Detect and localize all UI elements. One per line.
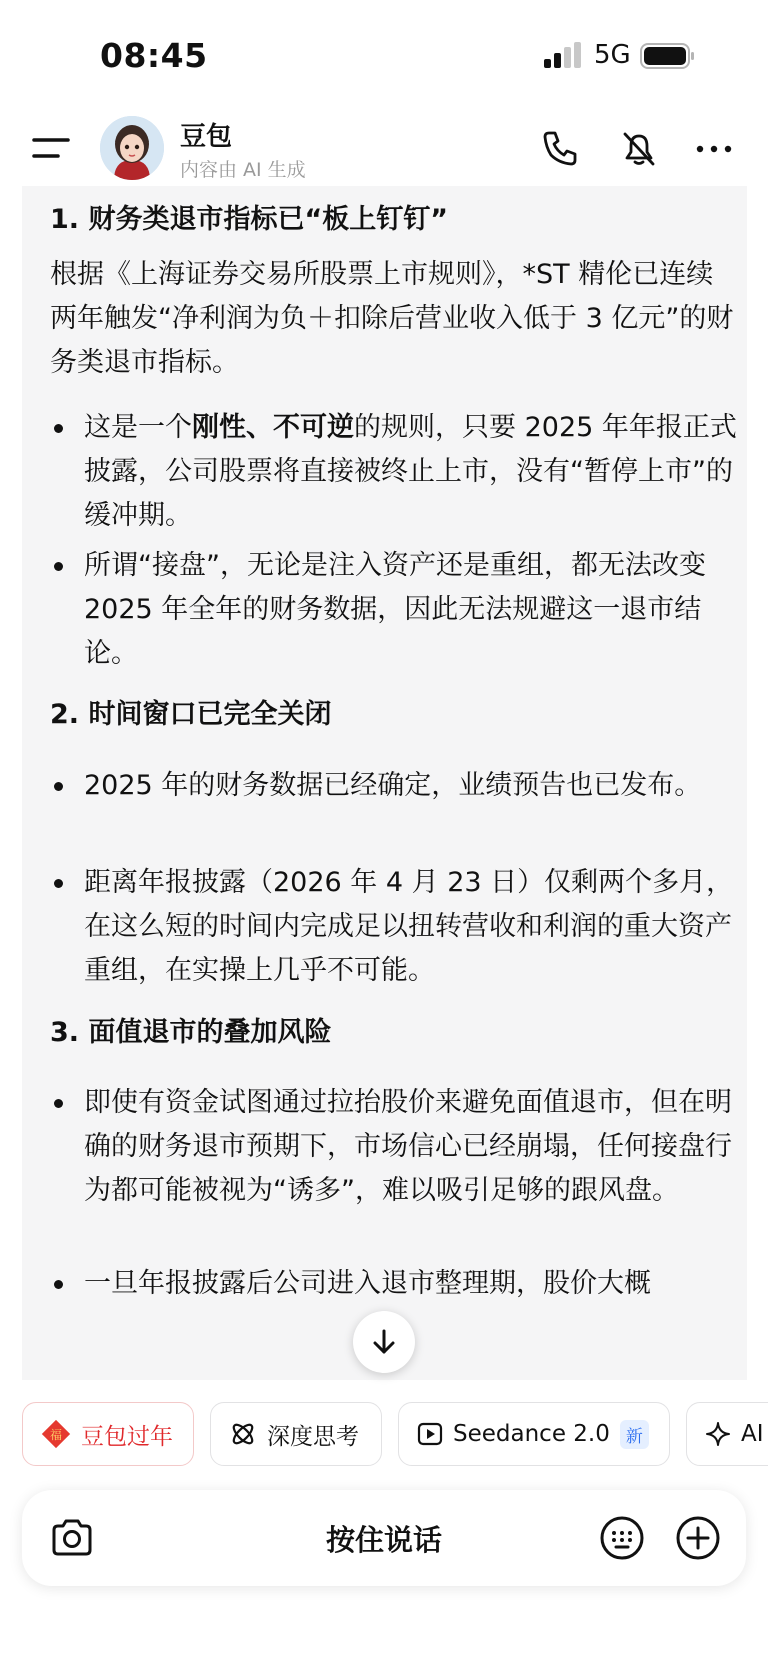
avatar-image-icon (100, 116, 164, 180)
bot-name: 豆包 (180, 122, 233, 152)
suggestion-chips (0, 1402, 768, 1468)
chip-ai[interactable] (686, 1402, 768, 1466)
status-bar (0, 0, 768, 110)
section-title-2: 2. 时间窗口已完全关闭 (50, 699, 332, 730)
list-item-text: 距离年报披露（2026 年 4 月 23 日）仅剩两个多月，在这么短的时间内完成足以扭转营收和利润的重大资产重组，在实操上几乎不可能。 (84, 867, 734, 986)
atom-icon (229, 1420, 257, 1448)
chip-label: 豆包过年 (81, 1423, 173, 1450)
arrow-down-icon (369, 1327, 399, 1357)
section-title-3: 3. 面值退市的叠加风险 (50, 1017, 332, 1048)
bot-subtitle: 内容由 AI 生成 (180, 159, 306, 181)
network-label: 5G (594, 40, 631, 70)
speaker-mute-icon[interactable] (618, 128, 660, 170)
battery-icon (640, 42, 696, 70)
chip-label: AI (741, 1421, 764, 1447)
chip-doubao-new-year[interactable] (22, 1402, 194, 1466)
scroll-down-button[interactable] (353, 1311, 415, 1373)
status-time: 08:45 (100, 36, 208, 75)
signal-icon (544, 42, 584, 70)
plus-icon[interactable] (674, 1514, 722, 1562)
message-content (22, 186, 747, 1380)
bullet-icon (54, 1280, 63, 1289)
section1-paragraph: 根据《上海证券交易所股票上市规则》，*ST 精伦已连续两年触发“净利润为负＋扣除后营业收入低于 3 亿元”的财务类退市指标。 (50, 259, 734, 378)
list-item-text: 这是一个刚性、不可逆的规则，只要 2025 年年报正式披露，公司股票将直接被终止上市，没有“暂停上市”的缓冲期。 (84, 412, 737, 531)
chip-label: 深度思考 (267, 1423, 359, 1450)
sparkle-icon (705, 1421, 731, 1447)
chip-label: Seedance 2.0 (453, 1421, 610, 1447)
avatar[interactable] (100, 116, 164, 180)
menu-icon[interactable] (30, 130, 72, 166)
list-item-text: 一旦年报披露后公司进入退市整理期，股价大概 (84, 1268, 651, 1299)
bullet-icon (54, 879, 63, 888)
bullet-icon (54, 562, 63, 571)
phone-icon[interactable] (540, 128, 582, 170)
list-item-text: 2025 年的财务数据已经确定，业绩预告也已发布。 (84, 770, 702, 801)
fu-icon (41, 1419, 71, 1449)
chip-seedance[interactable] (398, 1402, 670, 1466)
hold-to-talk-button[interactable]: 按住说话 (325, 1523, 442, 1557)
bullet-icon (54, 782, 63, 791)
new-badge: 新 (620, 1420, 649, 1449)
list-item-text: 所谓“接盘”，无论是注入资产还是重组，都无法改变 2025 年全年的财务数据，因此无法规避这一退市结论。 (84, 550, 706, 669)
section-title-1: 1. 财务类退市指标已“板上钉钉” (50, 204, 448, 235)
more-icon[interactable] (693, 128, 735, 170)
keyboard-icon[interactable] (598, 1514, 646, 1562)
input-bar (22, 1490, 746, 1586)
bullet-icon (54, 1099, 63, 1108)
video-play-icon (417, 1421, 443, 1447)
list-item-text: 即使有资金试图通过拉抬股价来避免面值退市，但在明确的财务退市预期下，市场信心已经崩塌，任何接盘行为都可能被视为“诱多”，难以吸引足够的跟风盘。 (84, 1087, 732, 1206)
chip-deep-think[interactable] (210, 1402, 382, 1466)
chat-header (0, 110, 768, 186)
bullet-icon (54, 424, 63, 433)
svg-text:福: 福 (49, 1428, 63, 1442)
